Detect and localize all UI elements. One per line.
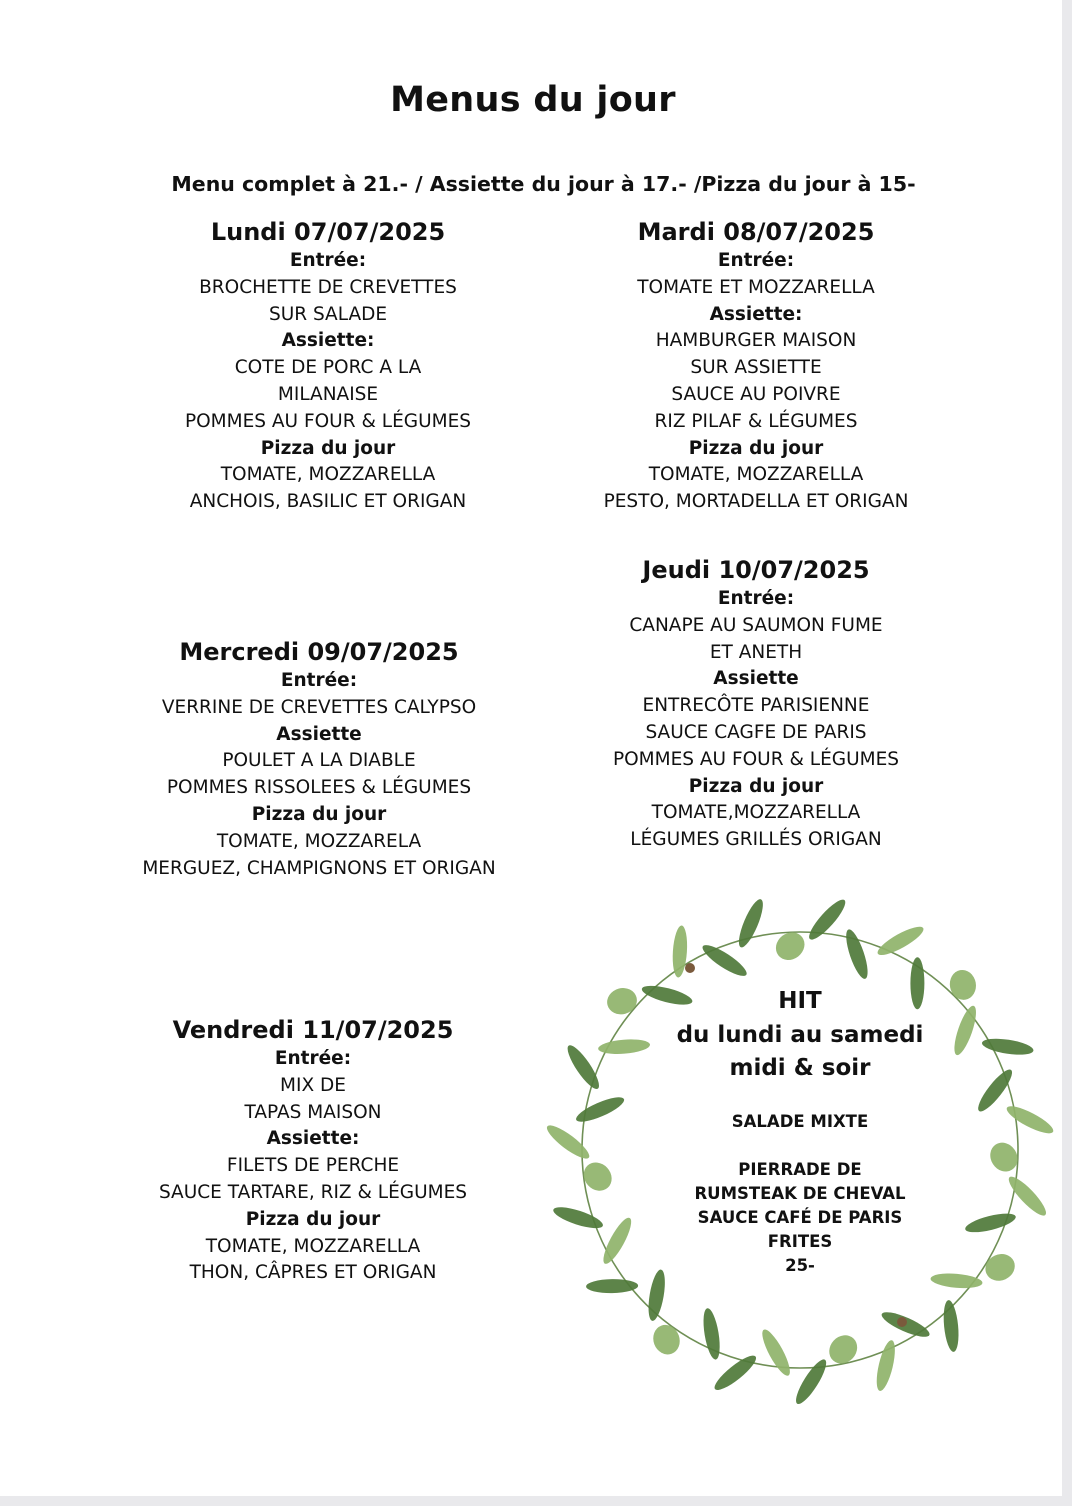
menu-label: Assiette: (281, 330, 375, 352)
wreath-leaf (791, 1356, 831, 1407)
menu-line: BROCHETTE DE CREVETTES (199, 276, 457, 298)
hit-title: HIT (778, 988, 822, 1014)
menu-line: CANAPE AU SAUMON FUME (629, 614, 883, 636)
wreath-leaf (1004, 1172, 1050, 1219)
menu-line: POMMES AU FOUR & LÉGUMES (612, 748, 900, 770)
menu-line: MIX DE (280, 1074, 346, 1096)
page-title: Menus du jour (390, 80, 676, 120)
wreath-leaf (599, 1215, 636, 1267)
menu-label: Pizza du jour (688, 775, 824, 797)
day-menu-mercredi (142, 636, 495, 882)
wreath-leaf (578, 1157, 617, 1197)
menu-line: ET ANETH (709, 641, 803, 663)
menu-line: TAPAS MAISON (244, 1101, 382, 1123)
menu-line: TOMATE,MOZZARELLA (651, 802, 861, 824)
wreath-leaf (950, 1004, 980, 1058)
menu-label: Assiette (713, 668, 799, 690)
wreath-leaf (823, 1330, 862, 1370)
menu-line: SUR ASSIETTE (690, 357, 822, 379)
hit-item: SALADE MIXTE (731, 1111, 869, 1131)
wreath-leaf (1004, 1102, 1057, 1138)
wreath-leaf (645, 1268, 667, 1322)
day-menu-vendredi (159, 1014, 467, 1287)
menu-line: RIZ PILAF & LÉGUMES (654, 410, 858, 432)
menu-line: THON, CÂPRES ET ORIGAN (189, 1262, 437, 1284)
menu-line: MILANAISE (277, 383, 379, 405)
wreath-leaf (981, 1249, 1019, 1285)
menu-label: Assiette (276, 723, 362, 745)
menu-line: ANCHOIS, BASILIC ET ORIGAN (189, 491, 467, 513)
menu-line: POMMES AU FOUR & LÉGUMES (184, 410, 472, 432)
wreath-leaf (942, 1299, 961, 1352)
day-menu-jeudi (613, 554, 899, 854)
menu-label: Entrée: (289, 250, 367, 271)
menu-label: Entrée: (717, 250, 795, 271)
hit-item: FRITES (767, 1231, 833, 1251)
wreath-leaf (551, 1203, 605, 1232)
menu-label: Pizza du jour (688, 437, 824, 459)
wreath-berry (685, 963, 695, 973)
wreath-leaf (947, 968, 978, 1002)
menu-line: MERGUEZ, CHAMPIGNONS ET ORIGAN (142, 857, 496, 879)
day-heading: Jeudi 10/07/2025 (642, 556, 870, 584)
menu-line: SAUCE CAGFE DE PARIS (645, 721, 867, 743)
menu-label: Entrée: (280, 670, 358, 691)
menu-label: Assiette: (266, 1128, 360, 1150)
menu-line: POULET A LA DIABLE (222, 750, 416, 772)
hit-special (677, 985, 924, 1278)
hit-subtitle-2: midi & soir (729, 1055, 871, 1081)
menu-line: TOMATE, MOZZARELLA (648, 464, 864, 486)
menu-line: TOMATE, MOZZARELLA (205, 1235, 421, 1257)
menu-line: TOMATE, MOZZARELA (216, 830, 422, 852)
day-heading: Vendredi 11/07/2025 (172, 1016, 454, 1044)
hit-item: SAUCE CAFÉ DE PARIS (697, 1207, 903, 1227)
day-menu-mardi (604, 216, 909, 516)
wreath-leaf (930, 1272, 983, 1290)
menu-line: HAMBURGER MAISON (655, 330, 857, 352)
menu-label: Pizza du jour (260, 437, 396, 459)
wreath-leaf (573, 1093, 626, 1127)
price-line: Menu complet à 21.- / Assiette du jour à 17.- /Pizza du jour à 15- (171, 172, 916, 196)
day-heading: Lundi 07/07/2025 (210, 218, 446, 246)
wreath-leaf (543, 1121, 593, 1163)
wreath-leaf (649, 1321, 684, 1358)
menu-label: Pizza du jour (245, 1208, 381, 1230)
hit-item: RUMSTEAK DE CHEVAL (694, 1183, 906, 1203)
menu-line: TOMATE ET MOZZARELLA (637, 276, 875, 298)
menu-line: POMMES RISSOLEES & LÉGUMES (166, 777, 472, 799)
wreath-leaf (964, 1210, 1018, 1236)
menu-line: SUR SALADE (268, 303, 388, 325)
menu-line: COTE DE PORC A LA (234, 357, 422, 379)
menu-line: SAUCE AU POIVRE (671, 383, 841, 405)
day-heading: Mercredi 09/07/2025 (179, 638, 459, 666)
wreath-berry (897, 1317, 907, 1327)
menu-line: LÉGUMES GRILLÉS ORIGAN (630, 829, 882, 851)
wreath-leaf (842, 927, 872, 981)
menu-label: Pizza du jour (251, 803, 387, 825)
menu-line: TOMATE, MOZZARELLA (220, 464, 436, 486)
menu-line: SAUCE TARTARE, RIZ & LÉGUMES (158, 1181, 468, 1203)
menu-line: PESTO, MORTADELLA ET ORIGAN (603, 491, 909, 513)
wreath-leaf (604, 985, 640, 1018)
menu-line: ENTRECÔTE PARISIENNE (642, 695, 870, 717)
hit-item: PIERRADE DE (738, 1159, 862, 1179)
menu-label: Entrée: (717, 588, 795, 609)
wreath-leaf (586, 1279, 638, 1294)
wreath-leaf (734, 897, 767, 950)
menu-label: Assiette: (709, 303, 803, 325)
wreath-leaf (874, 922, 926, 960)
wreath-leaf (758, 1326, 795, 1378)
menu-label: Entrée: (274, 1048, 352, 1069)
menu-line: VERRINE DE CREVETTES CALYPSO (161, 696, 477, 718)
wreath-leaf (981, 1036, 1035, 1058)
day-menu-lundi (185, 216, 471, 516)
hit-price: 25- (785, 1255, 815, 1275)
day-heading: Mardi 08/07/2025 (637, 218, 875, 246)
menu-line: FILETS DE PERCHE (226, 1155, 400, 1177)
hit-subtitle: du lundi au samedi (676, 1021, 924, 1048)
